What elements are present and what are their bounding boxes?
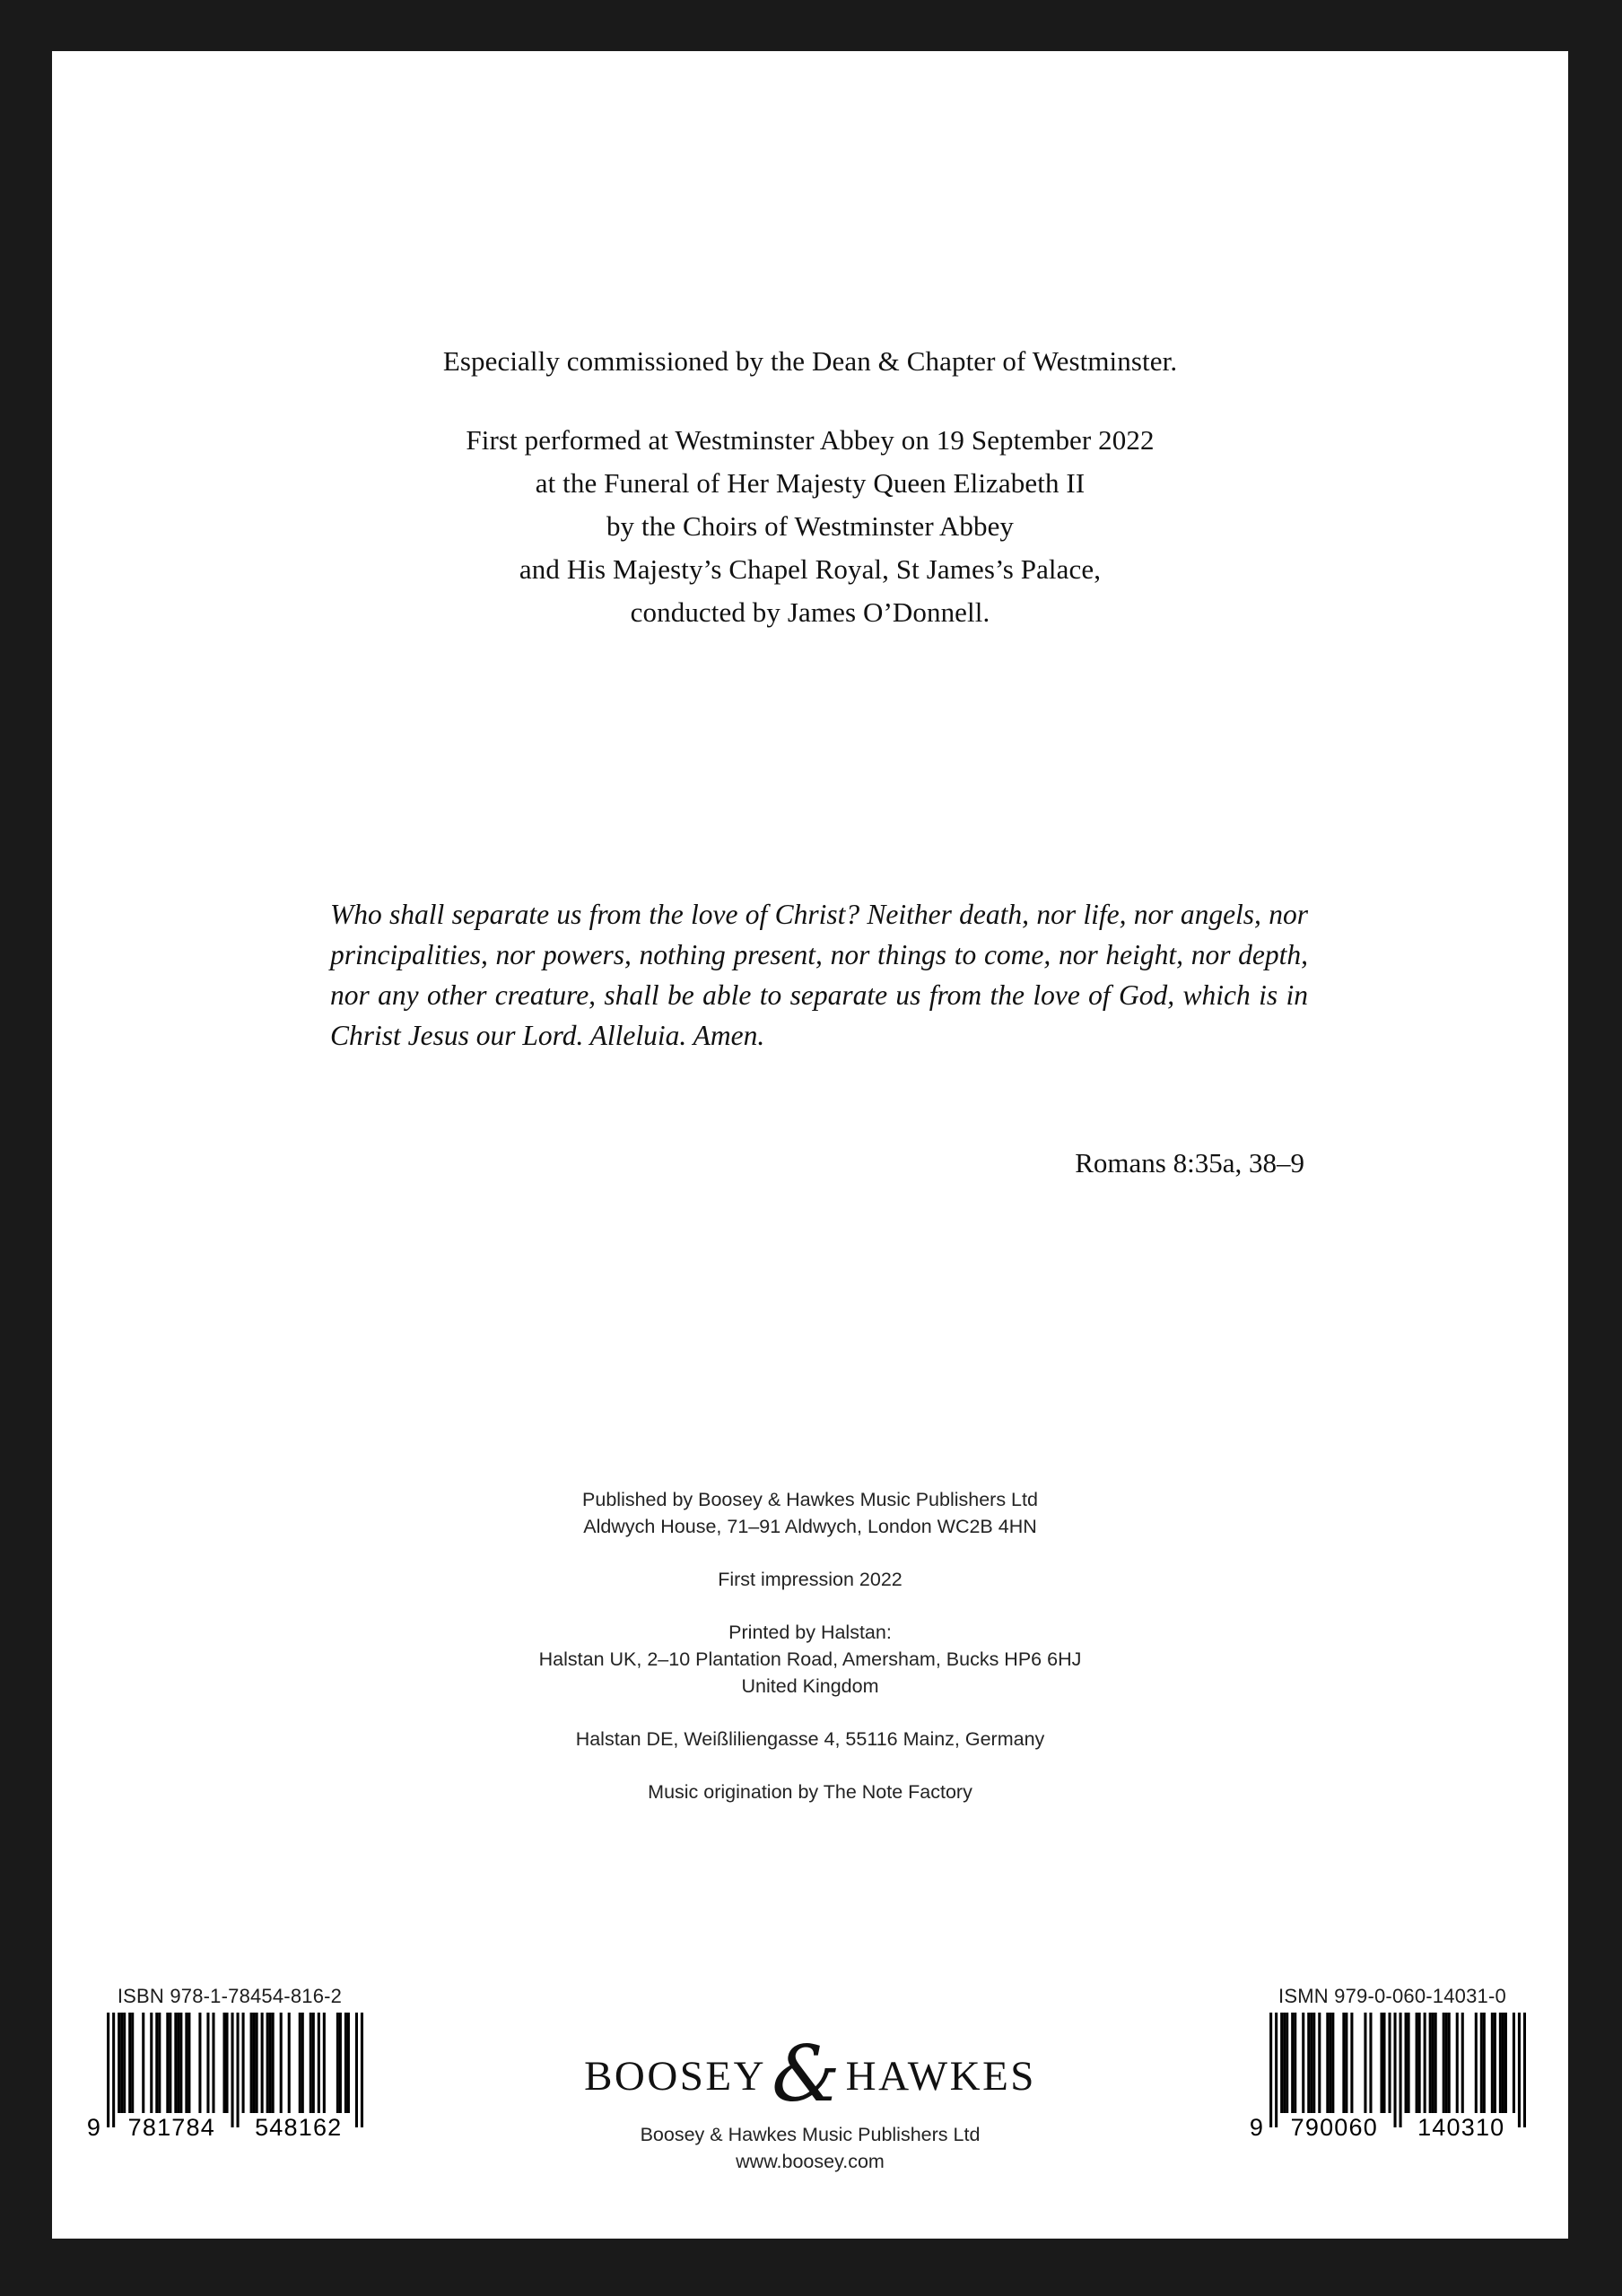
svg-text:781784: 781784: [127, 2114, 215, 2138]
svg-text:790060: 790060: [1290, 2114, 1378, 2138]
printer-de-group: [52, 1726, 1568, 1752]
logo-word-boosey: BOOSEY: [584, 2053, 767, 2100]
bottom-identifier-bar: [52, 1984, 1568, 2239]
premiere-line-5: conducted by James O’Donnell.: [630, 596, 990, 628]
printer-name: Printed by Halstan:: [728, 1622, 892, 1643]
impression-group: [52, 1566, 1568, 1593]
premiere-line-3: by the Choirs of Westminster Abbey: [606, 510, 1015, 542]
logo-word-hawkes: HAWKES: [845, 2053, 1036, 2100]
impression-statement: First impression 2022: [718, 1569, 903, 1590]
premiere-line-1: First performed at Westminster Abbey on 19 September 2022: [466, 424, 1155, 456]
publisher-address: Aldwych House, 71–91 Aldwych, London WC2B 4HN: [583, 1516, 1037, 1537]
svg-text:548162: 548162: [255, 2114, 343, 2138]
imprint-block: [52, 1486, 1568, 1805]
isbn-label: ISBN 978-1-78454-816-2: [117, 1985, 343, 2007]
printer-address-de: Halstan DE, Weißliliengasse 4, 55116 Mainz, Germany: [575, 1728, 1045, 1750]
publisher-address-group: [52, 1486, 1568, 1540]
commission-credits-block: [52, 340, 1568, 634]
boosey-hawkes-wordmark: [584, 2030, 1036, 2119]
svg-text:9: 9: [1249, 2114, 1265, 2138]
origination-group: [52, 1779, 1568, 1805]
ismn-barcode-image: [1240, 2013, 1545, 2138]
svg-text:140310: 140310: [1417, 2114, 1505, 2138]
svg-text:9: 9: [86, 2114, 102, 2138]
commission-statement: Especially commissioned by the Dean & Chapter of Westminster.: [442, 345, 1178, 377]
ismn-barcode-unit: [1240, 1984, 1545, 2138]
printer-address-uk: Halstan UK, 2–10 Plantation Road, Amersham, Bucks HP6 6HJ: [538, 1648, 1082, 1670]
premiere-line-2: at the Funeral of Her Majesty Queen Elizabeth II: [535, 467, 1086, 499]
logo-ampersand-icon: &: [772, 2030, 841, 2119]
publisher-name: Published by Boosey & Hawkes Music Publishers Ltd: [582, 1489, 1038, 1510]
ismn-label: ISMN 979-0-060-14031-0: [1278, 1985, 1506, 2007]
premiere-line-4: and His Majesty’s Chapel Royal, St James’s Palace,: [519, 553, 1102, 585]
scripture-quotation: Who shall separate us from the love of Christ? Neither death, nor life, nor angels, nor principalities, nor powers, nothing present, nor things to come, nor height, nor depth, nor any other creature, shall be able to separate us from the love of God, which is in Christ Jesus our Lord. Alleluia. Amen.: [330, 899, 1308, 1051]
credits-spacer: [52, 383, 1568, 419]
printer-country-uk: United Kingdom: [741, 1675, 879, 1697]
logo-caption-company: Boosey & Hawkes Music Publishers Ltd: [640, 2124, 981, 2145]
printed-page-sheet: [52, 51, 1568, 2239]
logo-caption-website[interactable]: www.boosey.com: [736, 2151, 885, 2172]
printer-group: [52, 1619, 1568, 1700]
music-origination: Music origination by The Note Factory: [648, 1781, 972, 1803]
scripture-citation: Romans 8:35a, 38–9: [1075, 1147, 1304, 1178]
